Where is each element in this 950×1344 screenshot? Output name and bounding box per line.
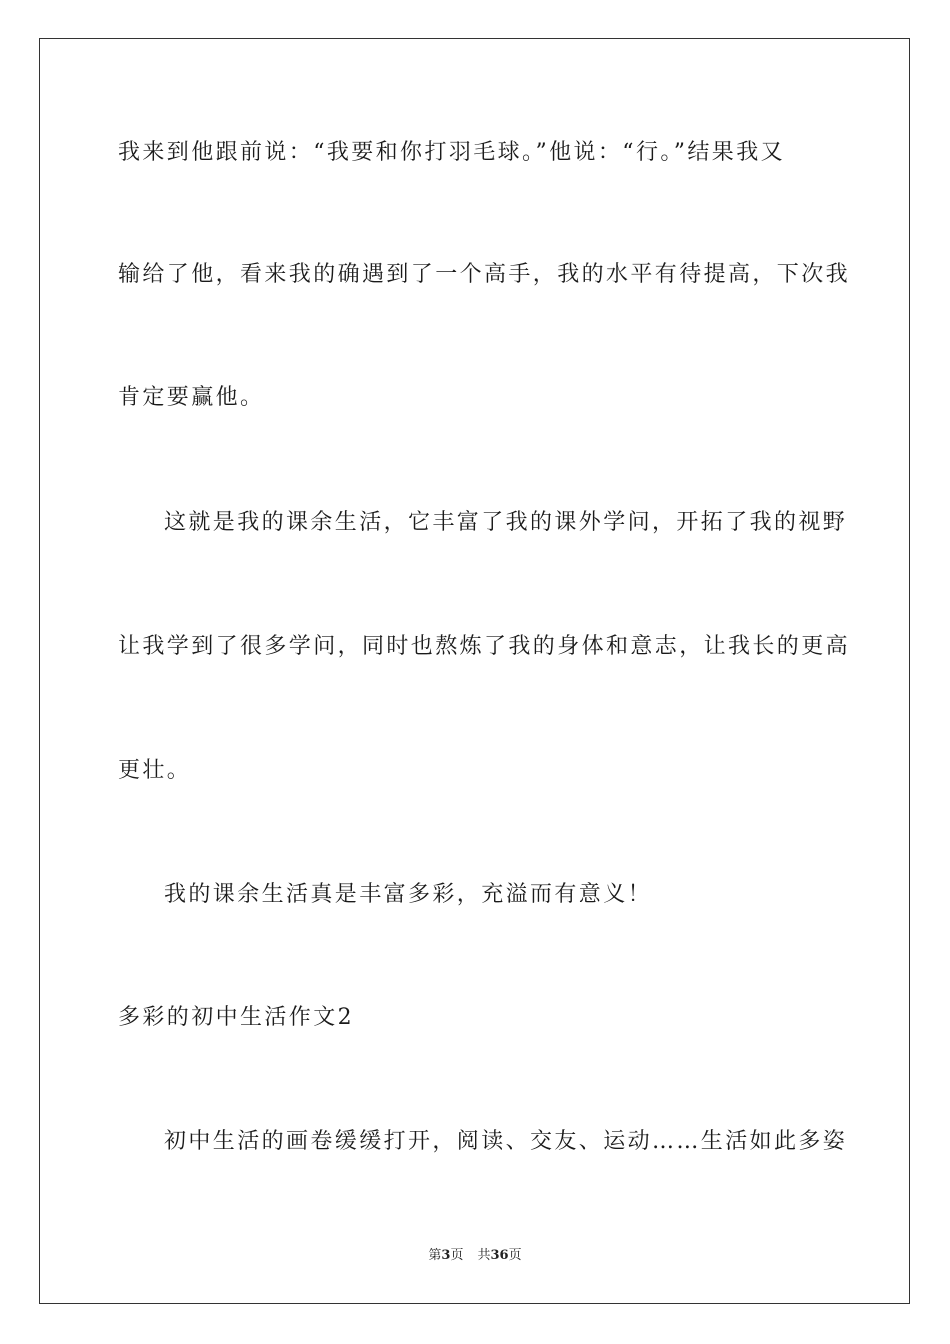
paragraph-line: 让我学到了很多学问，同时也熬炼了我的身体和意志，让我长的更高 (118, 634, 851, 659)
page-border (39, 38, 910, 1304)
paragraph-line: 这就是我的课余生活，它丰富了我的课外学问，开拓了我的视野 (164, 510, 848, 535)
page-suffix: 页 (450, 1248, 464, 1263)
section-heading: 多彩的初中生活作文2 (118, 1005, 354, 1030)
page-current: 3 (441, 1248, 451, 1263)
paragraph-line: 输给了他，看来我的确遇到了一个高手，我的水平有待提高，下次我 (118, 262, 851, 287)
paragraph-line: 初中生活的画卷缓缓打开，阅读、交友、运动……生活如此多姿 (164, 1129, 848, 1154)
paragraph-line: 我的课余生活真是丰富多彩，充溢而有意义！ (164, 882, 653, 907)
page-footer (0, 1246, 950, 1266)
page-prefix: 第 (428, 1248, 442, 1263)
page-total: 36 (490, 1248, 509, 1263)
total-suffix: 页 (508, 1248, 522, 1263)
total-prefix: 共 (477, 1248, 491, 1263)
paragraph-line: 肯定要赢他。 (118, 385, 265, 410)
paragraph-line: 我来到他跟前说：“我要和你打羽毛球。”他说：“行。”结果我又 (118, 140, 785, 165)
paragraph-line: 更壮。 (118, 758, 192, 783)
